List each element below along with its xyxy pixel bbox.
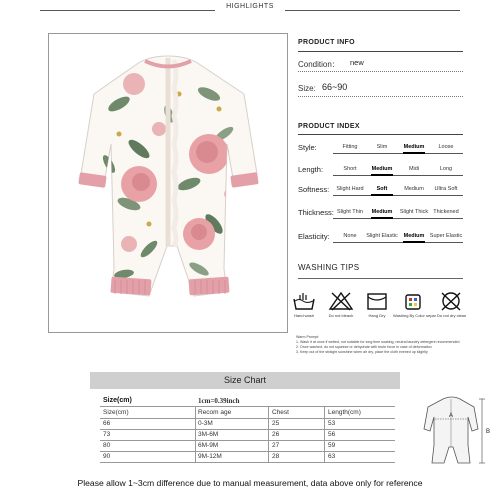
size-table-rule <box>100 429 395 430</box>
size-chart-header-bar <box>90 372 400 389</box>
size-table-rule <box>100 462 395 463</box>
index-option: Long <box>439 166 453 172</box>
highlights-title: HIGHLIGHTS <box>226 3 274 10</box>
size-table-cell: 3M-6M <box>198 431 219 438</box>
index-option: Medium <box>404 186 424 192</box>
index-row-label: Elasticity: <box>298 232 330 241</box>
size-table-cell: 53 <box>328 420 336 427</box>
size-dotline <box>298 96 463 97</box>
index-option: Medium <box>371 209 393 215</box>
footer-note: Please allow 1~3cm difference due to manual measurement, data above only for reference <box>77 478 423 488</box>
header-rule-left <box>40 10 215 11</box>
size-unit-label: Size(cm) <box>103 397 132 404</box>
index-option: Ultra Soft <box>434 186 458 192</box>
size-table-cell: 26 <box>272 431 280 438</box>
warm-prompt-title: Warm Prompt: <box>296 335 320 339</box>
no-bleach-icon <box>327 291 355 311</box>
index-option: Medium <box>403 233 425 239</box>
index-row-scale-line <box>333 242 463 243</box>
product-index-rule <box>298 134 463 135</box>
size-table-cell: 73 <box>103 431 111 438</box>
index-option: Slight Elastic <box>366 233 398 239</box>
index-option: Short <box>343 166 357 172</box>
washing-tips-title: WASHING TIPS <box>298 263 360 272</box>
size-table-cell: 59 <box>328 442 336 449</box>
size-table-header-cell: Recom age <box>198 409 232 416</box>
size-table-header-cell: Chest <box>272 409 289 416</box>
index-option: None <box>343 233 357 239</box>
size-table-cell: 0-3M <box>198 420 213 427</box>
wash-label-no-dry-clean: Do not dry clean <box>437 313 467 318</box>
size-table-rule <box>100 440 395 441</box>
size-chart-title: Size Chart <box>223 375 267 385</box>
condition-value: new <box>350 58 364 67</box>
warm-prompt-line-2: 2. Once washed, do not squeeze or dehydrate with brute force in case of deformation <box>296 345 432 349</box>
index-selected-marker <box>403 152 425 154</box>
wash-label-hand-wash: Hand wash <box>293 313 314 318</box>
size-table-column-rule <box>324 406 325 462</box>
wash-by-color-icon <box>399 291 427 311</box>
size-table-column-rule <box>195 406 196 462</box>
hand-wash-icon <box>290 291 318 311</box>
size-table-header-cell: Size(cm) <box>103 409 129 416</box>
index-option: Slight Thick <box>399 209 429 215</box>
index-row-label: Length: <box>298 165 324 174</box>
condition-dotline <box>298 71 463 72</box>
product-index-title: PRODUCT INDEX <box>298 123 360 130</box>
index-row-label: Softness: <box>298 185 330 194</box>
index-row-label: Style: <box>298 143 317 152</box>
index-option: Medium <box>371 166 393 172</box>
index-option: Slight Hard <box>336 186 364 192</box>
size-table-rule <box>100 406 395 407</box>
size-table-cell: 80 <box>103 442 111 449</box>
header-rule-right <box>285 10 460 11</box>
warm-prompt-line-3: 3. Keep out of the straight sunshine when air dry, place the cloth evened up slightly <box>296 350 428 354</box>
size-table-cell: 63 <box>328 453 336 460</box>
size-value: 66~90 <box>322 82 348 92</box>
size-table-rule <box>100 418 395 419</box>
index-row-scale-line <box>333 218 463 219</box>
condition-label: Condition： <box>298 60 340 69</box>
index-selected-marker <box>371 194 393 196</box>
size-table-cell: 9M-12M <box>198 453 222 460</box>
index-selected-marker <box>371 217 393 219</box>
size-table-cell: 66 <box>103 420 111 427</box>
measurement-diagram <box>418 393 496 467</box>
wash-label-no-bleach: Do not bleach <box>328 313 354 318</box>
index-option: Slim <box>376 144 388 150</box>
wash-label-color: Washing By Color separ <box>393 313 436 318</box>
no-dry-clean-icon <box>437 291 465 311</box>
diagram-label-b: B <box>486 429 491 435</box>
product-info-rule <box>298 51 463 52</box>
index-option: Medium <box>403 144 425 150</box>
size-table-cell: 25 <box>272 420 280 427</box>
warm-prompt-line-1: 1. Wash it at once if wetted, not suitable for long time soaking, neutral laundry detergent recommended <box>296 340 460 344</box>
product-info-title: PRODUCT INFO <box>298 39 355 46</box>
size-table-cell: 90 <box>103 453 111 460</box>
index-row-scale-line <box>333 153 463 154</box>
index-row-scale-line <box>333 175 463 176</box>
index-option: Midi <box>408 166 420 172</box>
size-table-column-rule <box>268 406 269 462</box>
index-row-label: Thickness: <box>298 208 334 217</box>
floral-romper-image <box>49 34 287 332</box>
index-row-scale-line <box>333 195 463 196</box>
hang-dry-icon <box>363 291 391 311</box>
size-table-rule <box>100 451 395 452</box>
washing-tips-rule <box>298 278 463 279</box>
product-photo-frame <box>48 33 288 333</box>
size-table-cell: 56 <box>328 431 336 438</box>
size-conversion: 1cm=0.39inch <box>198 397 240 405</box>
size-table-header-cell: Length(cm) <box>328 409 361 416</box>
index-selected-marker <box>371 174 393 176</box>
index-option: Fitting <box>342 144 358 150</box>
index-selected-marker <box>403 241 425 243</box>
index-option: Super Elastic <box>429 233 463 239</box>
size-table-cell: 28 <box>272 453 280 460</box>
wash-label-hang-dry: Hang Dry <box>368 313 386 318</box>
size-table-cell: 6M-9M <box>198 442 219 449</box>
size-table-cell: 27 <box>272 442 280 449</box>
size-label: Size: <box>298 84 316 93</box>
index-option: Thickened <box>433 209 459 215</box>
index-option: Loose <box>438 144 454 150</box>
index-option: Soft <box>376 186 388 192</box>
index-option: Slight Thin <box>337 209 363 215</box>
diagram-label-a: A <box>449 413 454 419</box>
